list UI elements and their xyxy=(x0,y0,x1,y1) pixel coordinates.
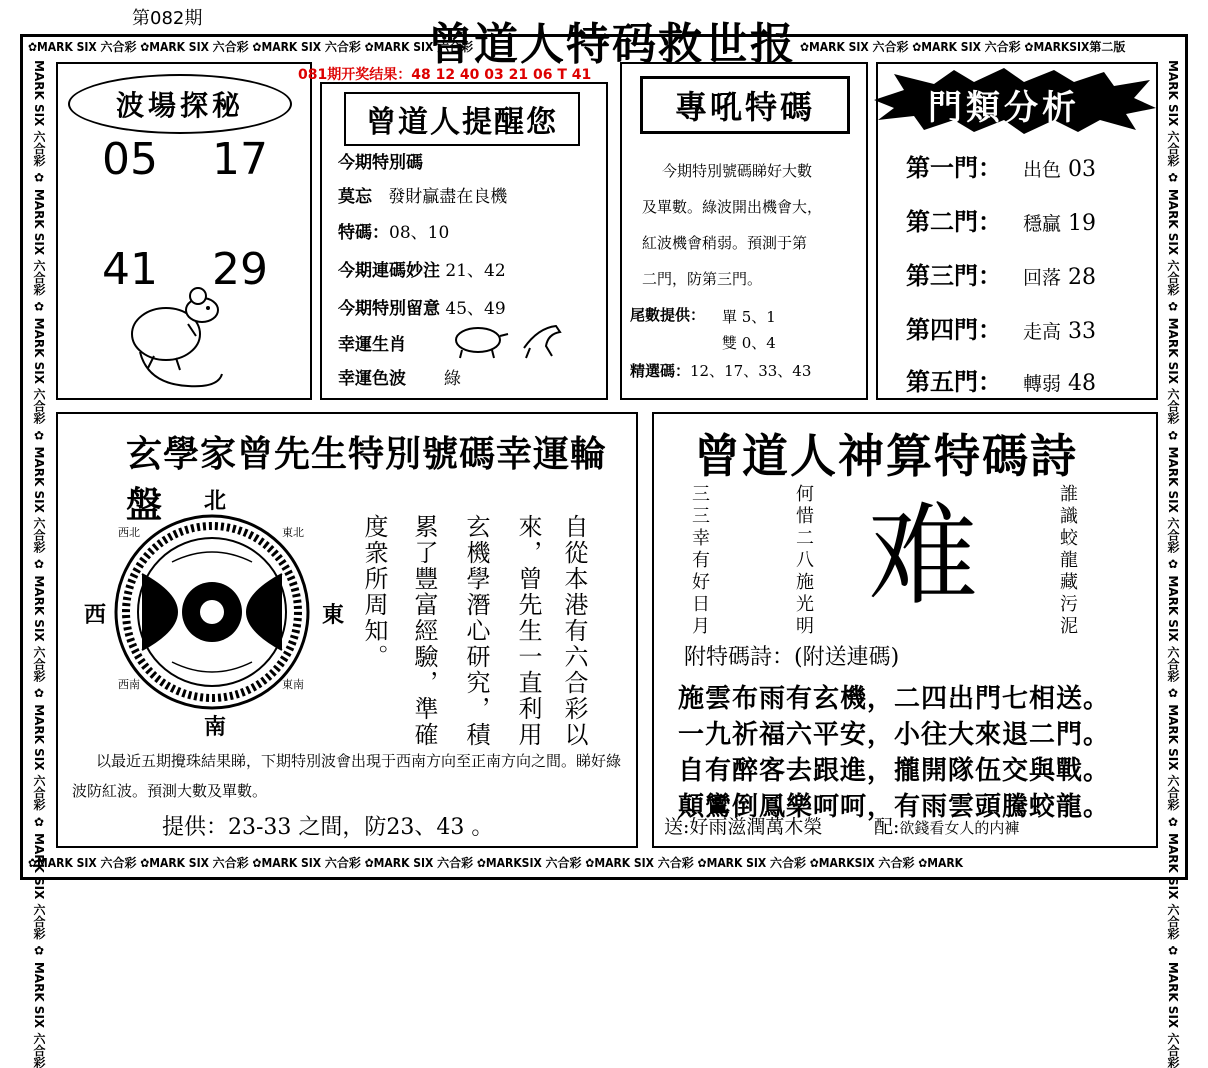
wheel-text-column: 自從本港有六合彩以 xyxy=(560,514,588,748)
reminder-panel xyxy=(320,82,608,400)
poem-panel xyxy=(652,412,1158,848)
last-result: 081期开奖结果：48 12 40 03 21 06 T 41 xyxy=(298,67,592,83)
wave-number: 41 xyxy=(102,244,158,295)
poem-send: 送:好雨滋潤萬木榮 xyxy=(664,816,823,838)
wave-number: 29 xyxy=(212,244,268,295)
mark-six-strip-bottom: ✿MARK SIX 六合彩 ✿MARK SIX 六合彩 ✿MARK SIX 六合彩 ✿MARK SIX 六合彩 ✿MARKSIX 六合彩 ✿MARK SIX 六合彩 ✿MARK SIX 六合彩 ✿MARKSIX 六合彩 ✿MARK xyxy=(28,856,964,870)
poem-line: 一九祈福六平安，小往大來退二門。 xyxy=(678,720,1111,750)
wheel-text-column: 來，曾先生一直利用 xyxy=(514,514,542,748)
tail-double: 雙 0、4 xyxy=(722,334,776,352)
special-panel xyxy=(620,62,868,400)
gate-row: 第一門： 出色 03 xyxy=(906,153,1096,182)
dir-west: 西 xyxy=(84,603,107,628)
reminder-title: 曾道人提醒您 xyxy=(344,92,580,146)
poem-column: 何惜二八施光明 xyxy=(793,484,814,638)
poem-column: 誰識蛟龍藏污泥 xyxy=(1057,484,1078,638)
wave-title: 波場探秘 xyxy=(68,74,292,134)
rat-illustration xyxy=(118,274,228,394)
wheel-provide: 提供：23-33 之間，防23、43 。 xyxy=(162,815,494,840)
tail-single: 單 5、1 xyxy=(722,308,776,326)
poem-match: 配:欲錢看女人的内褲 xyxy=(874,816,1020,838)
watch-line: 今期特別留意 45、49 xyxy=(338,299,506,319)
combo-line: 今期連碼妙注 21、42 xyxy=(338,261,506,281)
special-body-line: 紅波機會稍弱。預測于第 xyxy=(642,234,808,252)
gates-panel xyxy=(876,62,1158,400)
dir-north: 北 xyxy=(204,489,227,514)
compass-wheel xyxy=(112,512,312,712)
wheel-note: 以最近五期攪珠結果睇，下期特別波會出現于西南方向至正南方向之間。睇好綠波防紅波。預測大數及單數。 xyxy=(72,752,622,800)
issue-number: 第082期 xyxy=(132,8,203,29)
wheel-text-column: 玄機學潛心研究，積 xyxy=(462,514,490,748)
poem-line: 自有醉客去跟進，攏開隊伍交與戰。 xyxy=(678,756,1111,786)
dir-southwest: 西南 xyxy=(118,678,140,691)
poem-subtitle: 附特碼詩：(附送連碼) xyxy=(684,645,900,670)
dir-south: 南 xyxy=(204,715,227,740)
color-line: 幸運色波 綠 xyxy=(338,369,461,389)
gates-title: 門類分析 xyxy=(928,88,1080,128)
special-body-line: 及單數。綠波開出機會大， xyxy=(642,198,823,216)
wave-panel xyxy=(56,62,312,400)
pick-line: 精選碼：12、17、33、43 xyxy=(630,362,812,380)
special-body-line: 今期特別號碼睇好大數 xyxy=(662,162,813,180)
dir-east: 東 xyxy=(322,603,345,628)
poem-line: 顛鸞倒鳳樂呵呵，有雨雲頭騰蛟龍。 xyxy=(678,792,1111,822)
mark-six-strip-top-right: ✿MARK SIX 六合彩 ✿MARK SIX 六合彩 ✿MARKSIX第二版 xyxy=(800,40,1126,54)
gate-row: 第五門： 轉弱 48 xyxy=(906,367,1096,396)
wave-number: 17 xyxy=(212,134,268,185)
zodiac-line: 幸運生肖 xyxy=(338,335,406,355)
special-body-line: 二門，防第三門。 xyxy=(642,270,763,288)
poem-column: 三三幸有好日月 xyxy=(689,484,710,638)
special-title: 專吼特碼 xyxy=(640,76,850,134)
mark-six-strip-right: MARK SIX 六合彩 ✿ MARK SIX 六合彩 ✿ MARK SIX 六合彩 ✿ MARK SIX 六合彩 ✿ MARK SIX 六合彩 ✿ MARK SIX 六合彩 ✿ MARK SIX 六合彩 ✿ MARK SIX 六合彩 xyxy=(1166,60,1180,1068)
motto-line: 莫忘 發財贏盡在良機 xyxy=(338,187,508,207)
wheel-title: 玄學家曾先生特別號碼幸運輪盤 xyxy=(126,433,608,526)
special-code-label: 今期特別碼 xyxy=(338,153,423,173)
pig-horse-illustration xyxy=(448,318,568,358)
code-line: 特碼：08、10 xyxy=(338,223,450,243)
gate-row: 第二門： 穩贏 19 xyxy=(906,207,1096,236)
dir-southeast: 東南 xyxy=(282,678,304,691)
mark-six-strip-left: MARK SIX 六合彩 ✿ MARK SIX 六合彩 ✿ MARK SIX 六合彩 ✿ MARK SIX 六合彩 ✿ MARK SIX 六合彩 ✿ MARK SIX 六合彩 ✿ MARK SIX 六合彩 ✿ MARK SIX 六合彩 xyxy=(32,60,46,1068)
wheel-text-column: 度衆所周知。 xyxy=(360,514,388,670)
gate-row: 第四門： 走高 33 xyxy=(906,315,1096,344)
newspaper-title: 曾道人特码救世报 xyxy=(428,19,796,70)
dir-northeast: 東北 xyxy=(282,526,304,539)
mark-six-strip-top-left: ✿MARK SIX 六合彩 ✿MARK SIX 六合彩 ✿MARK SIX 六合彩 ✿MARK SIX 六合彩 xyxy=(28,40,474,54)
poem-line: 施雲布雨有玄機，二四出門七相送。 xyxy=(678,684,1111,714)
gate-row: 第三門： 回落 28 xyxy=(906,261,1096,290)
tail-label: 尾數提供： xyxy=(630,306,706,324)
poem-title: 曾道人神算特碼詩 xyxy=(694,429,1078,483)
dir-northwest: 西北 xyxy=(118,526,140,539)
wheel-text-column: 累了豐富經驗，準確 xyxy=(410,514,438,748)
poem-big-character: 难 xyxy=(868,492,978,620)
wave-number: 05 xyxy=(102,134,158,185)
wheel-panel xyxy=(56,412,638,848)
